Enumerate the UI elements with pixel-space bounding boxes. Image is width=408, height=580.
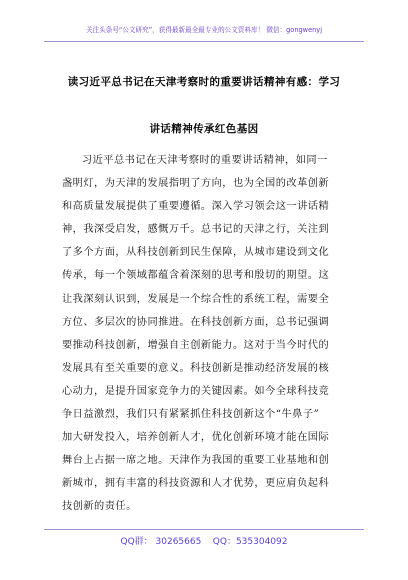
header-banner: 关注头条号“公文研究”，获得最新最全最专业的公文资料库！ 微信：gongwenyj <box>85 26 323 34</box>
body-line: 加大研发投入，培养创新人才，优化创新环境才能在国际 <box>62 432 330 444</box>
body-line: 盏明灯，为天津的发展指明了方向，也为全国的改革创新 <box>62 178 330 190</box>
body-line: 习近平总书记在天津考察时的重要讲话精神，如同一 <box>82 155 328 166</box>
body-line: 了多个方面，从科技创新到民生保障，从城市建设到文化 <box>62 247 330 259</box>
document-body <box>62 149 347 519</box>
header-divider <box>44 41 364 42</box>
body-line: 发展具有至关重要的意义。科技创新是推动经济发展的核 <box>62 362 330 374</box>
body-line: 心动力，是提升国家竞争力的关键因素。如今全球科技竞 <box>62 385 330 397</box>
body-line: 和高质量发展提供了重要遵循。深入学习领会这一讲话精 <box>62 201 330 213</box>
body-line: 技创新的责任。 <box>62 501 137 513</box>
footer-divider <box>44 529 364 530</box>
body-line: 新城市，拥有丰富的科技资源和人才优势，更应肩负起科 <box>62 478 330 490</box>
footer-contact: QQ群： 30265665 QQ：535304092 <box>120 537 288 547</box>
body-line: 让我深刻认识到，发展是一个综合性的系统工程，需要全 <box>62 293 330 305</box>
body-line: 争日益激烈，我们只有紧紧抓住科技创新这个“牛鼻子” <box>62 409 320 421</box>
document-title-line-1: 读习近平总书记在天津考察时的重要讲话精神有感：学习 <box>67 76 341 88</box>
document-title-line-2: 讲话精神传承红色基因 <box>149 123 259 135</box>
body-line: 神，我深受启发，感慨万千。总书记的天津之行，关注到 <box>62 224 330 236</box>
body-line: 方位、多层次的协同推进。在科技创新方面，总书记强调 <box>62 316 330 328</box>
body-line: 要推动科技创新，增强自主创新能力。这对于当今时代的 <box>62 339 330 351</box>
body-line: 舞台上占据一席之地。天津作为我国的重要工业基地和创 <box>62 455 330 467</box>
body-line: 传承，每一个领域都蕴含着深刻的思考和殷切的期望。这 <box>62 270 330 282</box>
